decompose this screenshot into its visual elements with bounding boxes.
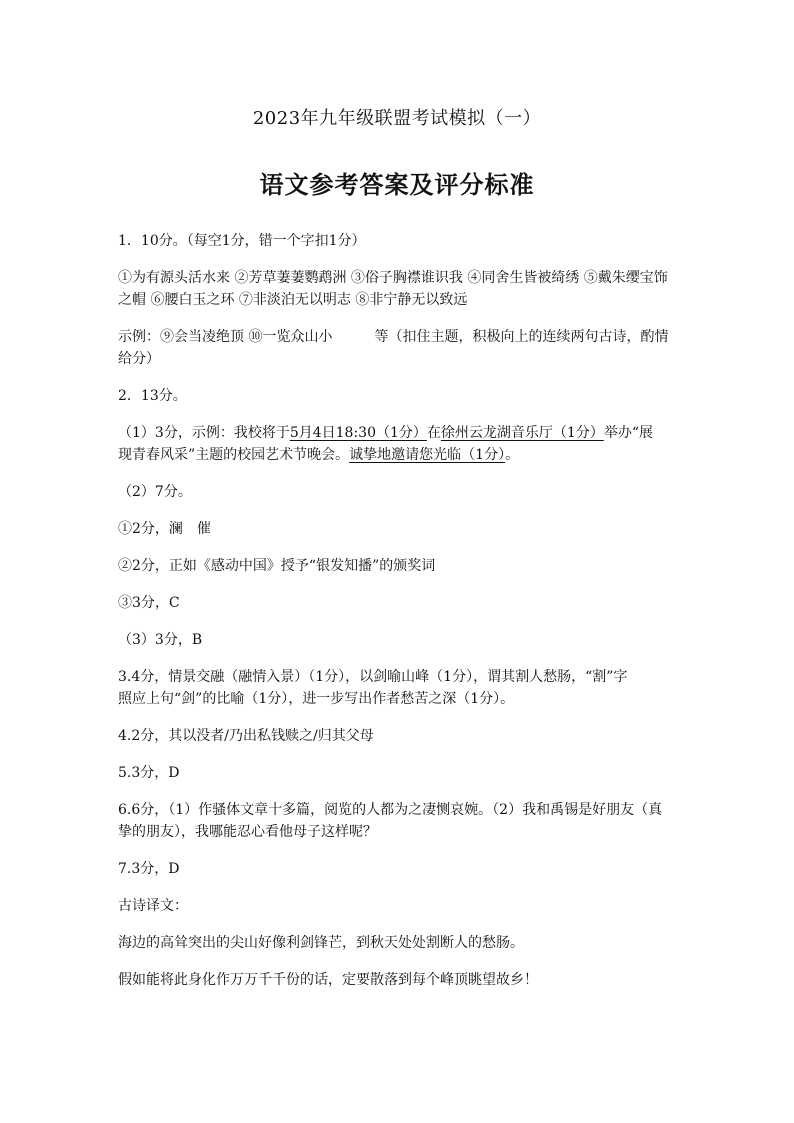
q1-answers (118, 267, 678, 311)
q5-answer: 5.3分，D (118, 765, 180, 781)
page-title: 语文参考答案及评分标准 (259, 170, 535, 199)
q1-example-note-end: 给分） (118, 351, 160, 367)
q2-part1-invite: 诚挚地邀请您光临（1分） (349, 447, 506, 463)
q4-answer: 4.2分，其以没者/乃出私钱赎之/归其父母 (118, 728, 374, 744)
q2-part3: （3）3分，B (118, 632, 203, 648)
q3-line2: 照应上句“剑”的比喻（1分），进一步写出作者愁苦之深（1分）。 (118, 691, 515, 707)
exam-subtitle: 2023年九年级联盟考试模拟（一） (252, 108, 542, 129)
q1-answers-line1: ①为有源头活水来 ②芳草萋萋鹦鹉洲 ③俗子胸襟谁识我 ④同舍生皆被绮绣 ⑤戴朱缨宝饰 (118, 270, 668, 286)
translation-line2: 假如能将此身化作万万千千份的话，定要散落到每个峰顶眺望故乡！ (118, 972, 538, 988)
q2-score: 2．13分。 (118, 388, 187, 404)
q2-part2-item1: ①2分，澜 催 (118, 521, 211, 537)
q3-line1: 3.4分，情景交融（融情入景）（1分），以剑喻山峰（1分），谓其割人愁肠，“割”字 (118, 669, 628, 685)
q6-line2: 挚的朋友），我哪能忍心看他母子这样呢？ (118, 824, 377, 840)
q2-part2-item3: ③3分，C (118, 595, 180, 611)
q2-part1 (118, 422, 678, 466)
q1-example (118, 326, 678, 370)
q6-line1: 6.6分，（1）作骚体文章十多篇，阅览的人都为之凄恻哀婉。（2）我和禹锡是好朋友（真 (118, 802, 663, 818)
q2-part1-text: 。 (505, 447, 520, 463)
q7-answer: 7.3分，D (118, 861, 180, 877)
q6-answer (118, 799, 678, 843)
q2-part1-text: 在 (426, 425, 441, 441)
q2-part1-text: 举办“展 (603, 425, 653, 441)
q1-score: 1．10分。（每空1分，错一个字扣1分） (118, 233, 366, 249)
q2-part1-text: 现青春风采”主题的校园艺术节晚会。 (118, 447, 350, 463)
q1-example-poem: 示例：⑨会当凌绝顶 ⑩一览众山小 (118, 329, 333, 345)
q2-part1-time: 5月4日18:30（1分） (289, 425, 427, 441)
q3-answer (118, 666, 678, 710)
q2-part2: （2）7分。 (118, 484, 192, 500)
q2-part2-item2: ②2分，正如《感动中国》授予“银发知播”的颁奖词 (118, 558, 436, 574)
q1-example-note: 等（扣住主题，积极向上的连续两句古诗，酌情 (374, 329, 669, 345)
q2-part1-venue: 徐州云龙湖音乐厅（1分） (440, 425, 604, 441)
translation-line1: 海边的高耸突出的尖山好像利剑锋芒，到秋天处处割断人的愁肠。 (118, 935, 524, 951)
translation-heading: 古诗译文： (118, 898, 188, 914)
q2-part1-text: （1）3分，示例：我校将于 (118, 425, 290, 441)
answer-content (118, 230, 678, 1006)
q1-answers-line2: 之帽 ⑥腰白玉之环 ⑦非淡泊无以明志 ⑧非宁静无以致远 (118, 292, 468, 308)
